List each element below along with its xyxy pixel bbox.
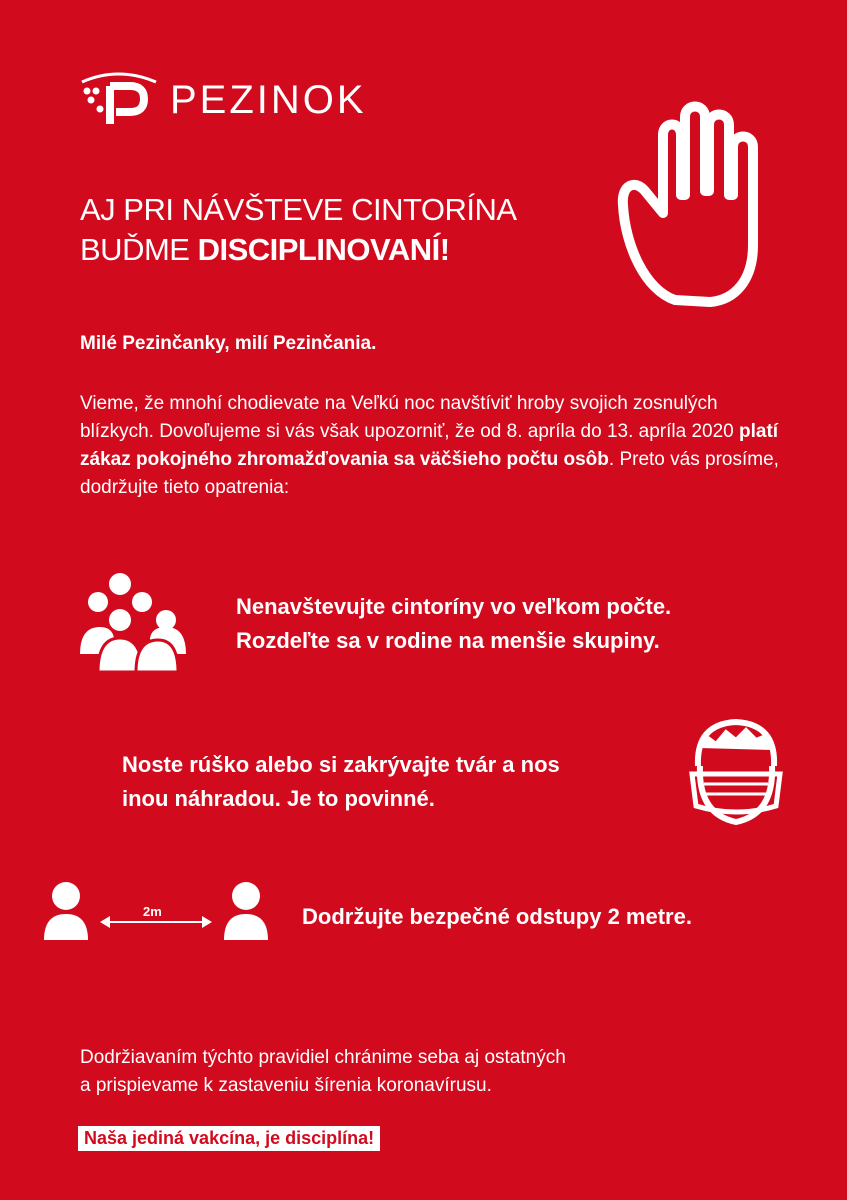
intro-text-2: . Preto vás prosíme, dodržujte tieto opatrenia: xyxy=(80,449,779,498)
slogan-box xyxy=(78,1126,380,1151)
greeting: Milé Pezinčanky, milí Pezinčania. xyxy=(80,333,377,354)
headline-line2-regular: BUĎME xyxy=(80,232,198,267)
rule-face-mask xyxy=(122,748,662,816)
closing-text xyxy=(80,1044,720,1100)
intro-text-1: Vieme, že mnohí chodievate na Veľkú noc navštíviť hroby svojich zosnulých blízkych. Dovoľujeme si vás však upozorniť, že od 8. apríla do 13. apríla 2020 xyxy=(80,393,740,442)
closing-line1: Dodržiavaním týchto pravidiel chránime seba aj ostatných xyxy=(80,1047,566,1068)
logo-wordmark: PEZINOK xyxy=(170,78,367,122)
rule-group-size xyxy=(236,590,796,658)
stop-hand-icon xyxy=(615,95,790,310)
rule1-line2: Rozdeľte sa v rodine na menšie skupiny. xyxy=(236,628,660,653)
closing-line2: a prispievame k zastaveniu šírenia koronavírusu. xyxy=(80,1075,492,1096)
pezinok-logo-icon xyxy=(78,68,170,128)
intro-paragraph xyxy=(80,390,780,502)
rule-distance: Dodržujte bezpečné odstupy 2 metre. xyxy=(302,904,692,929)
headline-line1: AJ PRI NÁVŠTEVE CINTORÍNA xyxy=(80,192,517,227)
distance-illustration xyxy=(38,878,278,948)
headline-line2 xyxy=(80,230,620,270)
headline-line2-bold: DISCIPLINOVANÍ! xyxy=(197,232,450,267)
face-mask-icon xyxy=(686,718,786,830)
headline xyxy=(80,190,620,270)
slogan: Naša jediná vakcína, je disciplína! xyxy=(84,1128,375,1148)
rule2-line2: inou náhradou. Je to povinné. xyxy=(122,786,435,811)
pezinok-logo xyxy=(78,68,438,128)
rule1-line1: Nenavštevujte cintoríny vo veľkom počte. xyxy=(236,594,672,619)
intro-text-bold: platí zákaz pokojného zhromažďovania sa väčšieho počtu osôb xyxy=(80,421,779,470)
distance-label: 2m xyxy=(143,904,162,919)
rule2-line1: Noste rúško alebo si zakrývajte tvár a nos xyxy=(122,752,560,777)
crowd-icon xyxy=(78,572,188,672)
